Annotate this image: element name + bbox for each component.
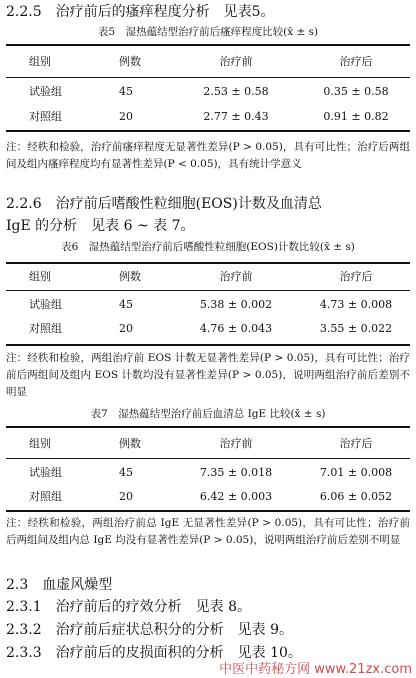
table7-row1-before: 7.35 ± 0.018 (199, 466, 273, 479)
table5-row1-before: 2.53 ± 0.58 (203, 85, 269, 98)
section-heading-2-3-1: 2.3.1 治疗前后的疗效分析 见表 8。 (6, 599, 251, 615)
table5-row2-before: 2.77 ± 0.43 (203, 110, 269, 123)
table6-header-rule (6, 290, 410, 291)
table5-bottom-rule (6, 130, 410, 132)
table6-caption: 表6 湿热蕴结型治疗前后嗜酸性粒细胞(EOS)计数比较(x̄ ± s) (61, 241, 355, 253)
table7-header-before: 治疗前 (219, 437, 253, 450)
table7-header-group: 组别 (29, 437, 51, 450)
table6-header-after: 治疗后 (339, 270, 373, 283)
table5-top-rule (6, 44, 410, 46)
table6-row2-group: 对照组 (29, 322, 62, 335)
table7-header-after: 治疗后 (339, 437, 373, 450)
table7-caption: 表7 湿热蕴结型治疗前后血清总 IgE 比较(x̄ ± s) (90, 408, 326, 420)
table6-row1-count: 45 (119, 298, 133, 311)
table5-row2-group: 对照组 (29, 110, 62, 123)
table7-row2-before: 6.42 ± 0.003 (199, 490, 273, 503)
section-heading-2-3-2: 2.3.2 治疗前后症状总积分的分析 见表 9。 (6, 622, 293, 638)
table7-row2-count: 20 (119, 490, 133, 503)
table6 (6, 262, 410, 346)
table6-bottom-rule (6, 344, 410, 346)
table5-row1-after: 0.35 ± 0.58 (323, 85, 389, 98)
section-heading-2-2-6-line2: IgE 的分析 见表 6 ~ 表 7。 (6, 218, 195, 234)
table7-header-rule (6, 458, 410, 459)
table5-note: 注：经秩和检验，治疗前瘙痒程度无显著性差异(P > 0.05)，具有可比性；治疗后两组间及组内瘙痒程度均有显著性差异(P < 0.05)，具有统计学意义 (6, 141, 410, 170)
section-heading-2-2-6-line1: 2.2.6 治疗前后嗜酸性粒细胞(EOS)计数及血清总 (6, 196, 322, 212)
table6-row1-before: 5.38 ± 0.002 (199, 298, 273, 311)
site-watermark: 中医中药秘方网 www.21zx.com (219, 662, 412, 677)
table6-header-count: 例数 (119, 270, 141, 283)
table7-row2-group: 对照组 (29, 490, 62, 503)
table5-row2-count: 20 (119, 110, 133, 123)
table5-header-after: 治疗后 (339, 55, 373, 68)
table6-row2-after: 3.55 ± 0.022 (319, 322, 393, 335)
table5-row1-count: 45 (119, 85, 133, 98)
table6-header-group: 组别 (29, 270, 51, 283)
table5-header-rule (6, 77, 410, 78)
table7 (6, 426, 410, 512)
table6-row2-before: 4.76 ± 0.043 (199, 322, 273, 335)
table5-header-count: 例数 (119, 55, 141, 68)
table7-note: 注：经秩和检验，两组治疗前总 IgE 无显著性差异(P > 0.05)，具有可比性；治疗前后两组间及组内总 IgE 均没有显著性差异(P > 0.05)，说明两组治疗前后差别不明显 (6, 517, 410, 546)
table6-row2-count: 20 (119, 322, 133, 335)
table7-top-rule (6, 426, 410, 428)
table5-row2-after: 0.91 ± 0.82 (323, 110, 389, 123)
table6-header-before: 治疗前 (219, 270, 253, 283)
table5-caption: 表5 湿热蕴结型治疗前后瘙痒程度比较(x̄ ± s) (97, 26, 319, 38)
table5 (6, 44, 410, 132)
table5-row1-group: 试验组 (29, 85, 62, 98)
table7-bottom-rule (6, 510, 410, 512)
table7-row1-group: 试验组 (29, 466, 62, 479)
table6-note: 注：经秩和检验，两组治疗前 EOS 计数无显著性差异(P > 0.05)，具有可比性；治疗前后两组间及组内 EOS 计数均没有显著性差异(P > 0.05)，说明两组治疗前后差别不明显 (6, 352, 410, 398)
table7-row1-count: 45 (119, 466, 133, 479)
table6-top-rule (6, 262, 410, 264)
table5-header-before: 治疗前 (219, 55, 253, 68)
table7-header-count: 例数 (119, 437, 141, 450)
table6-row1-after: 4.73 ± 0.008 (319, 298, 393, 311)
table6-row1-group: 试验组 (29, 298, 62, 311)
table5-header-group: 组别 (29, 55, 51, 68)
table7-row2-after: 6.06 ± 0.052 (319, 490, 393, 503)
section-heading-2-2-5: 2.2.5 治疗前后的瘙痒程度分析 见表5。 (6, 4, 275, 20)
table7-row1-after: 7.01 ± 0.008 (319, 466, 393, 479)
section-heading-2-3: 2.3 血虚风燥型 (6, 577, 113, 593)
section-heading-2-3-3: 2.3.3 治疗前后的皮损面积的分析 见表 10。 (6, 645, 302, 661)
